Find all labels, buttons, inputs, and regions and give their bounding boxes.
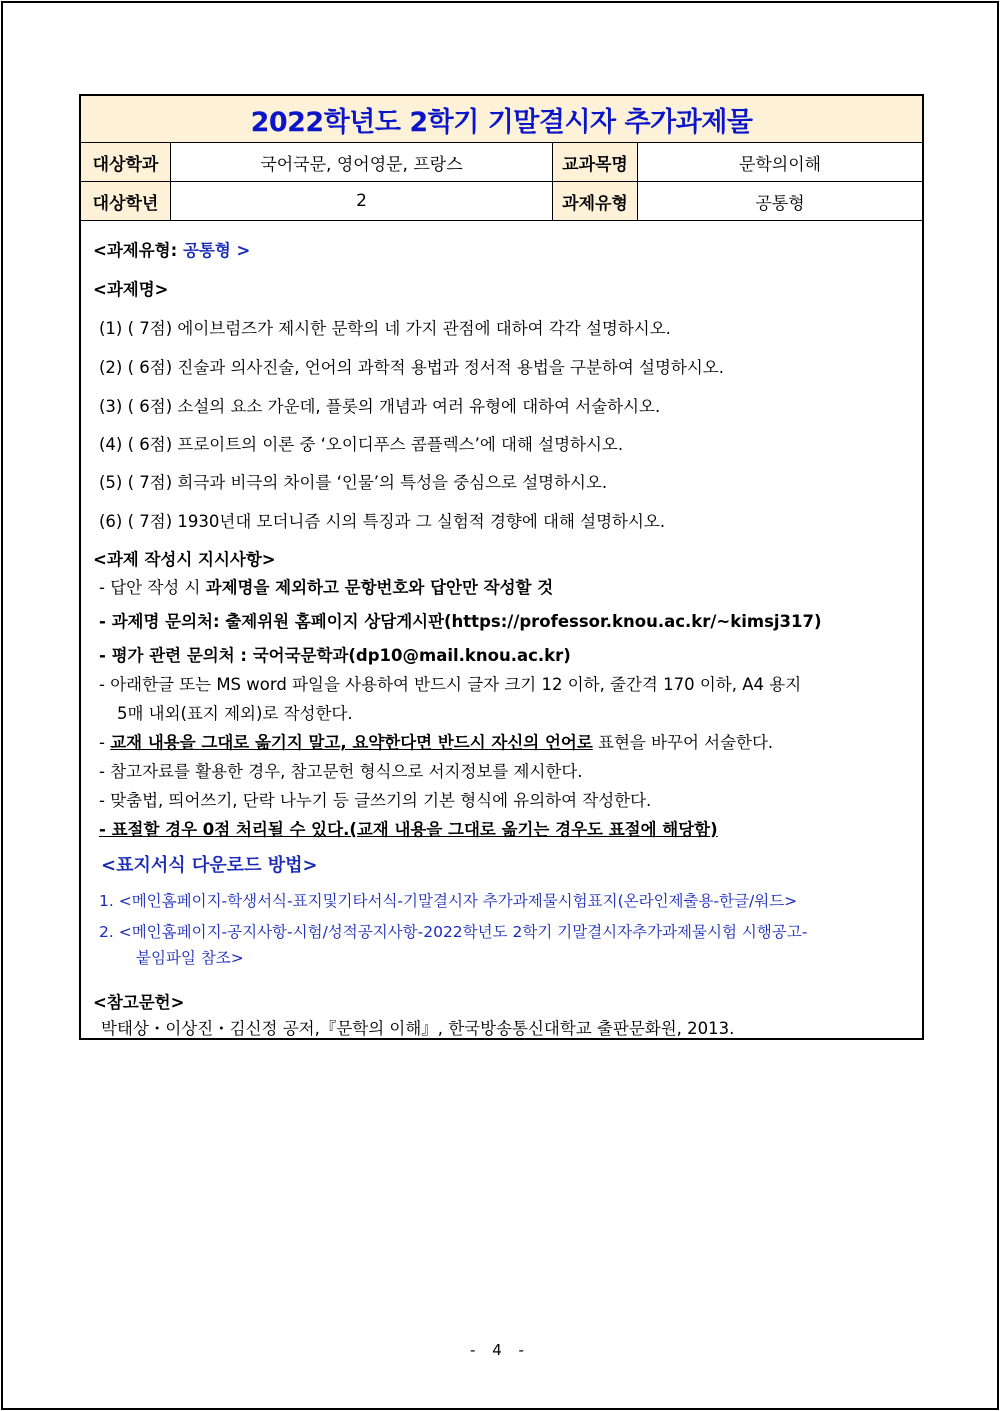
type-value: 공통형 <box>755 193 805 214</box>
assignment-body <box>81 221 922 1038</box>
references-header: <참고문헌> <box>93 993 185 1012</box>
task-name-header: <과제명> <box>93 280 169 299</box>
type-label: 과제유형 <box>553 182 638 220</box>
assignment-document <box>79 94 924 1040</box>
download-item-2[interactable]: 2. <메인홈페이지-공지사항-시험/성적공지사항-2022학년도 2학기 기말결시자추가과제물시험 시행공고- <box>99 923 808 941</box>
instruction-5-emphasis: 교재 내용을 그대로 옮기지 말고, 요약한다면 반드시 자신의 언어로 <box>110 733 593 752</box>
info-row-2 <box>81 182 922 221</box>
instruction-5 <box>99 729 773 753</box>
instruction-1-prefix: - 답안 작성 시 <box>99 578 206 597</box>
instruction-4-line1: - 아래한글 또는 MS word 파일을 사용하여 반드시 글자 크기 12 이하, 줄간격 170 이하, A4 용지 <box>99 675 802 694</box>
instruction-5-rest: 표현을 바꾸어 서술한다. <box>592 733 774 752</box>
instruction-4-line2: 5매 내외(표지 제외)로 작성한다. <box>117 704 353 723</box>
instruction-1 <box>99 574 553 598</box>
download-header: <표지서식 다운로드 방법> <box>101 855 318 876</box>
info-row-1 <box>81 143 922 182</box>
instruction-7: - 맞춤법, 띄어쓰기, 단락 나누기 등 글쓰기의 기본 형식에 유의하여 작성한다. <box>99 791 652 810</box>
course-value: 문학의이해 <box>738 154 822 175</box>
instruction-1-bold: 과제명을 제외하고 문항번호와 답안만 작성할 것 <box>205 578 554 597</box>
task-type-label: <과제유형: <box>93 241 178 260</box>
instruction-5-dash: - <box>99 733 111 752</box>
question-4: (4) ( 6점) 프로이트의 이론 중 ‘오이디푸스 콤플렉스’에 대해 설명하시오. <box>99 435 624 454</box>
question-6: (6) ( 7점) 1930년대 모더니즘 시의 특징과 그 실험적 경향에 대해 설명하시오. <box>99 512 666 531</box>
instruction-6: - 참고자료를 활용한 경우, 참고문헌 형식으로 서지정보를 제시한다. <box>99 762 583 781</box>
question-3: (3) ( 6점) 소설의 요소 가운데, 플롯의 개념과 여러 유형에 대하여 서술하시오. <box>99 397 661 416</box>
instructions-header: <과제 작성시 지시사항> <box>93 550 276 569</box>
task-type-value: 공통형 <box>182 241 231 260</box>
download-item-2-continued[interactable]: 붙임파일 참조> <box>136 949 244 967</box>
course-label: 교과목명 <box>553 143 638 181</box>
download-item-1[interactable]: 1. <메인홈페이지-학생서식-표지및기타서식-기말결시자 추가과제물시험표지(온라인제출용-한글/워드> <box>99 892 798 910</box>
instruction-8: - 표절할 경우 0점 처리될 수 있다.(교재 내용을 그대로 옮기는 경우도 표절에 해당함) <box>99 820 718 839</box>
question-2: (2) ( 6점) 진술과 의사진술, 언어의 과학적 용법과 정서적 용법을 구분하여 설명하시오. <box>99 358 724 377</box>
document-title: 2022학년도 2학기 기말결시자 추가과제물 <box>81 96 922 143</box>
task-type-suffix: > <box>236 241 251 260</box>
instruction-2: - 과제명 문의처: 출제위원 홈페이지 상담게시판(https://professor.knou.ac.kr/~kimsj317) <box>99 612 822 631</box>
page-number: - 4 - <box>470 1341 530 1359</box>
dept-value: 국어국문, 영어영문, 프랑스 <box>171 143 553 181</box>
references-text: 박태상・이상진・김신정 공저,『문학의 이해』, 한국방송통신대학교 출판문화원, 2013. <box>101 1019 735 1038</box>
question-1: (1) ( 7점) 에이브럼즈가 제시한 문학의 네 가지 관점에 대하여 각각 설명하시오. <box>99 319 671 338</box>
question-5: (5) ( 7점) 희극과 비극의 차이를 ‘인물’의 특성을 중심으로 설명하시오. <box>99 473 608 492</box>
grade-label: 대상학년 <box>81 182 171 220</box>
task-type-line <box>93 237 250 261</box>
instruction-3: - 평가 관련 문의처 : 국어국문학과(dp10@mail.knou.ac.kr) <box>99 646 571 665</box>
grade-value: 2 <box>171 182 553 220</box>
dept-label: 대상학과 <box>81 143 171 181</box>
